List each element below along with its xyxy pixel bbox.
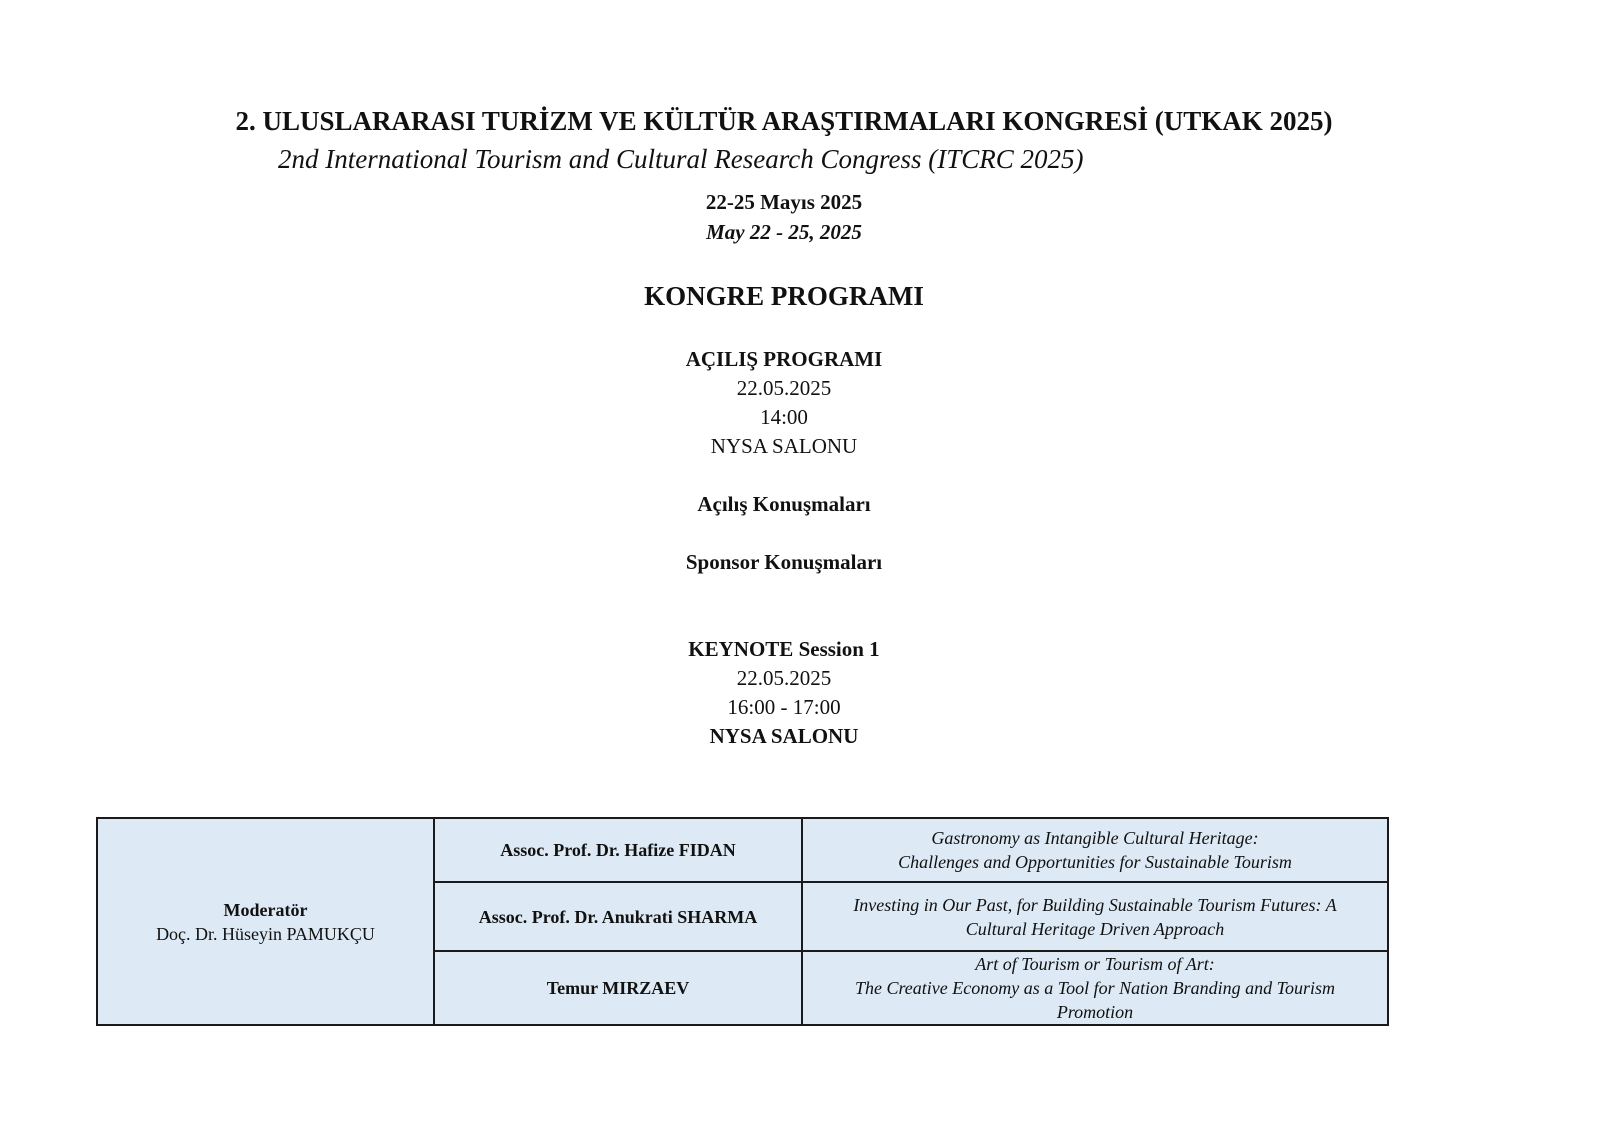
congress-date-tr: 22-25 Mayıs 2025: [705, 190, 863, 214]
talk-title-cell: [802, 818, 1388, 882]
moderator-label: Moderatör: [223, 899, 308, 920]
keynote-date: 22.05.2025: [736, 666, 832, 690]
opening-hall: NYSA SALONU: [710, 434, 858, 458]
keynote-time: 16:00 - 17:00: [727, 695, 841, 719]
program-title: KONGRE PROGRAMI: [644, 281, 924, 311]
table-row: [97, 818, 1388, 882]
congress-title-tr: 2. ULUSLARARASI TURİZM VE KÜLTÜR ARAŞTIRMALARI KONGRESİ (UTKAK 2025): [235, 106, 1333, 136]
keynote-heading: KEYNOTE Session 1: [688, 637, 880, 661]
talk-title-cell: [802, 951, 1388, 1025]
speaker-cell: Assoc. Prof. Dr. Hafize FIDAN: [434, 818, 802, 882]
talk-title-line: Challenges and Opportunities for Sustainable Tourism: [898, 852, 1292, 872]
speaker-cell: Temur MIRZAEV: [434, 951, 802, 1025]
opening-time: 14:00: [760, 405, 808, 429]
talk-title-line: The Creative Economy as a Tool for Nation Branding and Tourism: [854, 978, 1336, 998]
congress-title-en: 2nd International Tourism and Cultural Research Congress (ITCRC 2025): [278, 144, 1084, 174]
speaker-cell: Assoc. Prof. Dr. Anukrati SHARMA: [434, 882, 802, 951]
moderator-name: Doç. Dr. Hüseyin PAMUKÇU: [156, 923, 375, 944]
talk-title-line: Cultural Heritage Driven Approach: [965, 918, 1225, 939]
talk-title-line: Investing in Our Past, for Building Sustainable Tourism Futures: A: [853, 894, 1337, 915]
congress-date-en: May 22 - 25, 2025: [706, 220, 862, 244]
opening-date: 22.05.2025: [736, 376, 832, 400]
opening-heading: AÇILIŞ PROGRAMI: [685, 347, 883, 371]
moderator-cell: [97, 818, 434, 1025]
keynote-hall: NYSA SALONU: [709, 724, 859, 748]
talk-title-line: Art of Tourism or Tourism of Art:: [975, 954, 1215, 974]
talk-title-line: Gastronomy as Intangible Cultural Heritage:: [931, 828, 1259, 848]
sponsor-speeches: Sponsor Konuşmaları: [685, 550, 883, 574]
keynote-session-table: [96, 817, 1389, 1026]
talk-title-line: Promotion: [1056, 1002, 1134, 1022]
opening-speeches: Açılış Konuşmaları: [697, 492, 871, 516]
talk-title-cell: [802, 882, 1388, 951]
